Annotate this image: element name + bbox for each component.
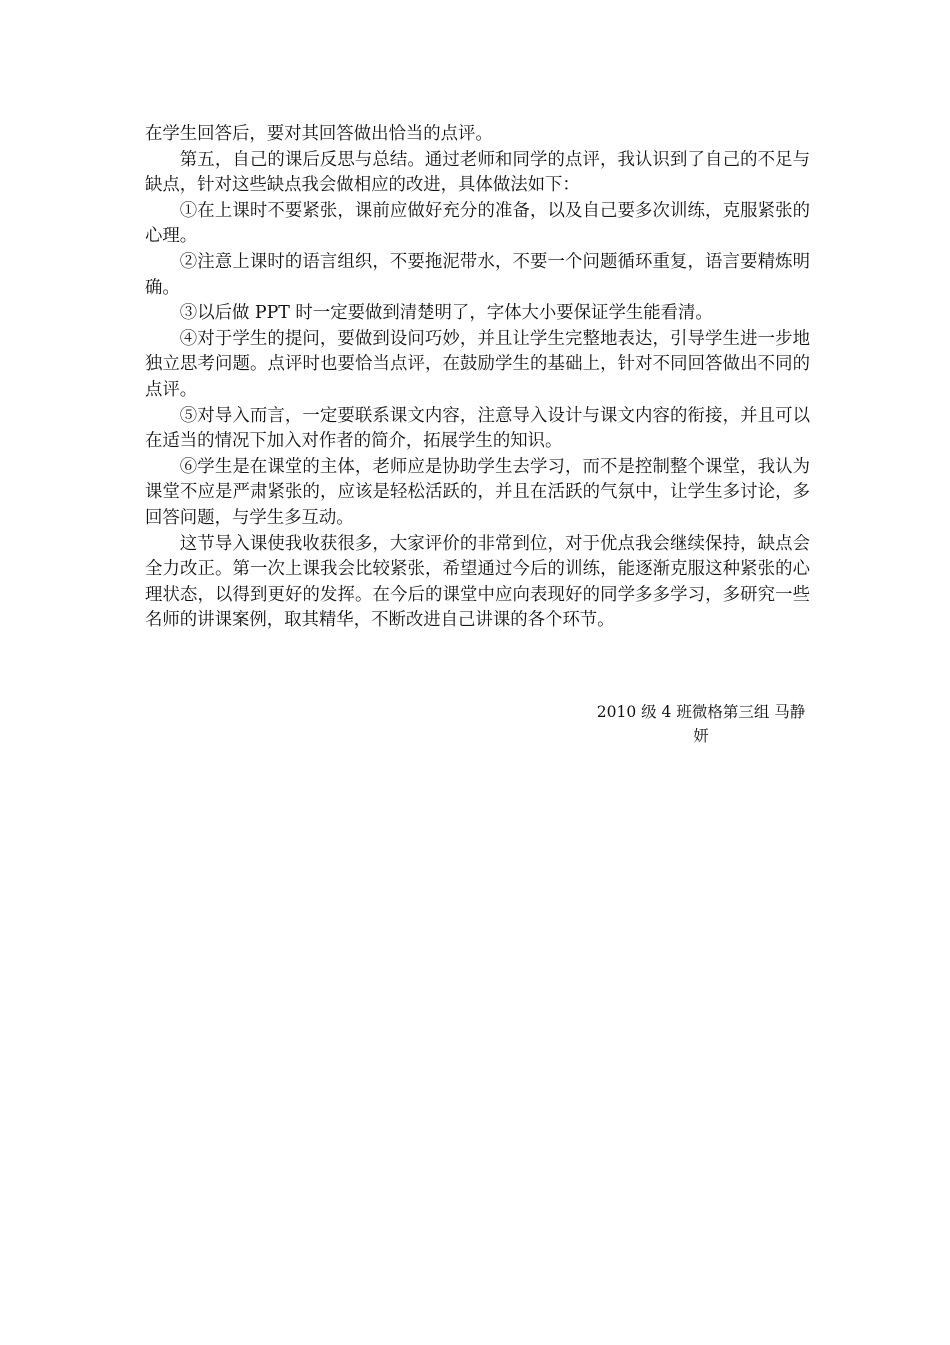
document-body xyxy=(145,122,810,634)
paragraph-continuation: 在学生回答后，要对其回答做出恰当的点评。 xyxy=(145,124,493,144)
paragraph-reflection-summary: 第五，自己的课后反思与总结。通过老师和同学的点评，我认识到了自己的不足与缺点，针对这些缺点我会做相应的改进，具体做法如下： xyxy=(145,149,810,196)
paragraph-item-6: ⑥学生是在课堂的主体，老师应是协助学生去学习，而不是控制整个课堂，我认为课堂不应是严肃紧张的，应该是轻松活跃的，并且在活跃的气氛中，让学生多讨论，多回答问题，与学生多互动。 xyxy=(145,456,810,528)
signature-line-2: 妍 xyxy=(693,727,709,745)
paragraph-item-1: ①在上课时不要紧张，课前应做好充分的准备，以及自己要多次训练，克服紧张的心理。 xyxy=(145,200,810,247)
paragraph-conclusion: 这节导入课使我收获很多，大家评价的非常到位，对于优点我会继续保持，缺点会全力改正。第一次上课我会比较紧张，希望通过今后的训练，能逐渐克服这种紧张的心理状态，以得到更好的发挥。在今后的课堂中应向表现好的同学多多学习，多研究一些名师的讲课案例，取其精华，不断改进自己讲课的各个环节。 xyxy=(145,533,810,631)
paragraph-item-4: ④对于学生的提问，要做到设问巧妙，并且让学生完整地表达，引导学生进一步地独立思考问题。点评时也要恰当点评，在鼓励学生的基础上，针对不同回答做出不同的点评。 xyxy=(145,328,810,400)
paragraph-item-3: ③以后做 PPT 时一定要做到清楚明了，字体大小要保证学生能看清。 xyxy=(179,303,713,324)
paragraph-item-2: ②注意上课时的语言组织，不要拖泥带水，不要一个问题循环重复，语言要精炼明确。 xyxy=(145,251,810,298)
signature-line-1: 2010 级 4 班微格第三组 马静 xyxy=(596,703,806,721)
paragraph-item-5: ⑤对导入而言，一定要联系课文内容，注意导入设计与课文内容的衔接，并且可以在适当的情况下加入对作者的简介，拓展学生的知识。 xyxy=(145,405,810,452)
signature-block xyxy=(585,700,817,748)
